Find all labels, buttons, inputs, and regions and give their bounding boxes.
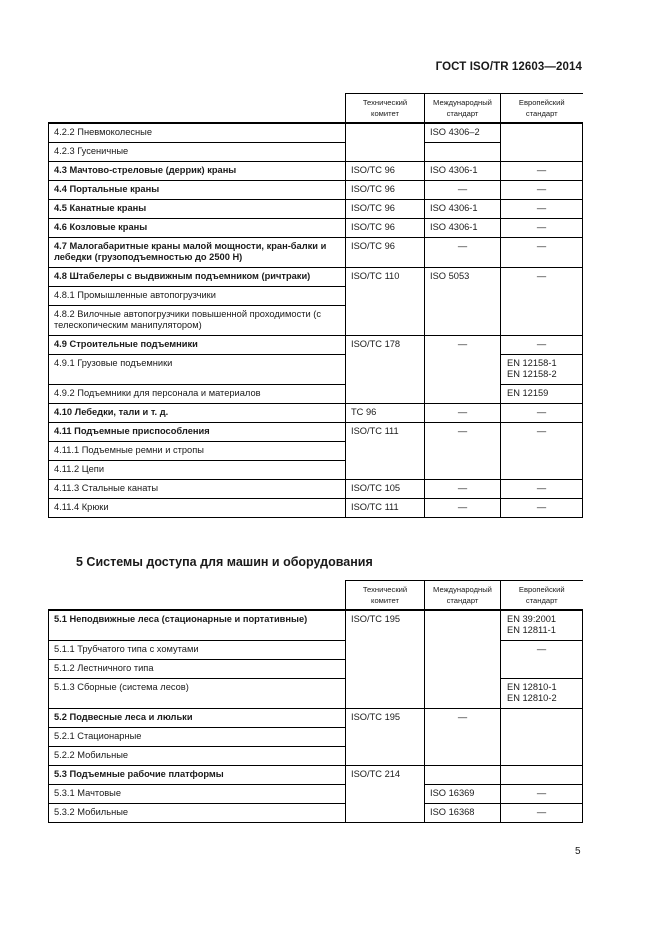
- table-row: [49, 162, 583, 181]
- header-tech-committee: Технический комитет: [346, 581, 425, 611]
- row-label: 4.11.4 Крюки: [49, 499, 346, 518]
- row-label: 4.8.1 Промышленные автопогрузчики: [49, 287, 346, 306]
- document-header: ГОСТ ISO/TR 12603—2014: [435, 61, 582, 73]
- row-label: 4.2.3 Гусеничные: [49, 143, 346, 162]
- tech-cell: ISO/TC 111: [346, 499, 425, 518]
- table-header-row: [49, 94, 583, 124]
- intl-cell: —: [425, 404, 501, 423]
- table-row: [49, 499, 583, 518]
- tech-cell: ISO/TC 110: [346, 268, 425, 336]
- euro-value: EN 39:2001: [507, 614, 557, 624]
- euro-value: EN 12810-1: [507, 682, 557, 692]
- row-label: 5.2.2 Мобильные: [49, 747, 346, 766]
- euro-cell: [501, 355, 583, 385]
- row-label: 4.9.1 Грузовые подъемники: [49, 355, 346, 385]
- table-row: [49, 804, 583, 823]
- table-row: [49, 785, 583, 804]
- table-row: [49, 610, 583, 641]
- euro-cell: EN 12159: [501, 385, 583, 404]
- euro-cell: —: [501, 181, 583, 200]
- intl-cell: ISO 16368: [425, 804, 501, 823]
- standards-table-section-4: [48, 93, 583, 518]
- header-blank-cell: [49, 581, 346, 611]
- tech-cell: ISO/TC 195: [346, 709, 425, 766]
- table-row: [49, 480, 583, 499]
- intl-cell: —: [425, 480, 501, 499]
- table-row: [49, 766, 583, 785]
- row-label: 5.2 Подвесные леса и люльки: [49, 709, 346, 728]
- row-label: 5.1.3 Сборные (система лесов): [49, 679, 346, 709]
- page-number: 5: [575, 846, 581, 857]
- intl-cell: ISO 4306-1: [425, 162, 501, 181]
- row-label: 5.2.1 Стационарные: [49, 728, 346, 747]
- euro-cell: —: [501, 641, 583, 679]
- table-row: [49, 385, 583, 404]
- table-row: [49, 200, 583, 219]
- tech-cell: ISO/TC 96: [346, 238, 425, 268]
- tech-cell: ISO/TC 195: [346, 610, 425, 709]
- tech-cell: ISO/TC 96: [346, 200, 425, 219]
- euro-cell: —: [501, 499, 583, 518]
- tech-cell: [346, 123, 425, 162]
- euro-cell: —: [501, 336, 583, 355]
- intl-cell: ISO 4306-1: [425, 219, 501, 238]
- euro-cell: —: [501, 238, 583, 268]
- row-label: 4.6 Козловые краны: [49, 219, 346, 238]
- row-label: 4.9.2 Подъемники для персонала и материалов: [49, 385, 346, 404]
- table-row: [49, 123, 583, 143]
- row-label: 4.9 Строительные подъемники: [49, 336, 346, 355]
- euro-cell: —: [501, 162, 583, 181]
- header-intl-standard: Международный стандарт: [425, 581, 501, 611]
- intl-cell: —: [425, 709, 501, 766]
- row-label: 4.11.2 Цепи: [49, 461, 346, 480]
- row-label: 4.2.2 Пневмоколесные: [49, 123, 346, 143]
- row-label: 4.3 Мачтово-стреловые (деррик) краны: [49, 162, 346, 181]
- intl-cell: ISO 16369: [425, 785, 501, 804]
- row-label: 4.11.3 Стальные канаты: [49, 480, 346, 499]
- table-row: [49, 238, 583, 268]
- intl-cell: —: [425, 499, 501, 518]
- row-label: 4.11.1 Подъемные ремни и стропы: [49, 442, 346, 461]
- euro-cell: [501, 123, 583, 162]
- table-row: [49, 355, 583, 385]
- row-label: 5.3 Подъемные рабочие платформы: [49, 766, 346, 785]
- table-row: [49, 336, 583, 355]
- section-5-title: 5 Системы доступа для машин и оборудования: [76, 555, 373, 569]
- euro-cell: —: [501, 785, 583, 804]
- intl-cell: —: [425, 238, 501, 268]
- euro-cell: [501, 766, 583, 785]
- row-label: 5.3.2 Мобильные: [49, 804, 346, 823]
- row-label: 5.1.1 Трубчатого типа с хомутами: [49, 641, 346, 660]
- row-label: 4.8 Штабелеры с выдвижным подъемником (ричтраки): [49, 268, 346, 287]
- intl-cell: —: [425, 181, 501, 200]
- tech-cell: ISO/TC 96: [346, 181, 425, 200]
- euro-cell: [501, 610, 583, 641]
- tech-cell: ISO/TC 96: [346, 162, 425, 181]
- intl-cell: [425, 766, 501, 785]
- row-label: 4.5 Канатные краны: [49, 200, 346, 219]
- table-row: [49, 423, 583, 442]
- standards-table-section-5: [48, 580, 583, 823]
- row-label: 5.3.1 Мачтовые: [49, 785, 346, 804]
- intl-cell: [425, 610, 501, 709]
- intl-cell: —: [425, 423, 501, 480]
- euro-cell: —: [501, 219, 583, 238]
- tech-cell: ISO/TC 96: [346, 219, 425, 238]
- tech-cell: ISO/TC 105: [346, 480, 425, 499]
- euro-cell: —: [501, 480, 583, 499]
- euro-value: EN 12811-1: [507, 625, 556, 635]
- euro-cell: [501, 709, 583, 766]
- row-label: 4.7 Малогабаритные краны малой мощности, кран-балки и лебедки (грузоподъемностью до 2500 Н): [49, 238, 346, 268]
- euro-value: EN 12158-1: [507, 358, 557, 368]
- row-label: 5.1 Неподвижные леса (стационарные и портативные): [49, 610, 346, 641]
- header-tech-committee: Технический комитет: [346, 94, 425, 124]
- tech-cell: TC 96: [346, 404, 425, 423]
- row-label: 4.8.2 Вилочные автопогрузчики повышенной проходимости (с телескопическим манипулятором): [49, 306, 346, 336]
- euro-cell: —: [501, 804, 583, 823]
- euro-cell: [501, 679, 583, 709]
- table-row: [49, 219, 583, 238]
- row-label: 4.4 Портальные краны: [49, 181, 346, 200]
- euro-value: EN 12810-2: [507, 693, 557, 703]
- intl-cell: ISO 4306-1: [425, 200, 501, 219]
- intl-cell: ISO 5053: [425, 268, 501, 336]
- table-header-row: [49, 581, 583, 611]
- euro-cell: —: [501, 404, 583, 423]
- tech-cell: ISO/TC 214: [346, 766, 425, 823]
- tech-cell: ISO/TC 111: [346, 423, 425, 480]
- row-label: 4.10 Лебедки, тали и т. д.: [49, 404, 346, 423]
- table-row: [49, 709, 583, 728]
- intl-cell: —: [425, 336, 501, 404]
- euro-cell: —: [501, 268, 583, 336]
- table-row: [49, 404, 583, 423]
- header-euro-standard: Европейский стандарт: [501, 581, 583, 611]
- header-intl-standard: Международный стандарт: [425, 94, 501, 124]
- euro-cell: —: [501, 200, 583, 219]
- tech-cell: ISO/TC 178: [346, 336, 425, 404]
- table-row: [49, 679, 583, 709]
- euro-value: EN 12158-2: [507, 369, 557, 379]
- row-label: 4.11 Подъемные приспособления: [49, 423, 346, 442]
- euro-cell: —: [501, 423, 583, 480]
- table-row: [49, 268, 583, 287]
- row-label: 5.1.2 Лестничного типа: [49, 660, 346, 679]
- table-row: [49, 181, 583, 200]
- intl-cell: [425, 143, 501, 162]
- table-row: [49, 641, 583, 660]
- header-blank-cell: [49, 94, 346, 124]
- intl-cell: ISO 4306–2: [425, 123, 501, 143]
- header-euro-standard: Европейский стандарт: [501, 94, 583, 124]
